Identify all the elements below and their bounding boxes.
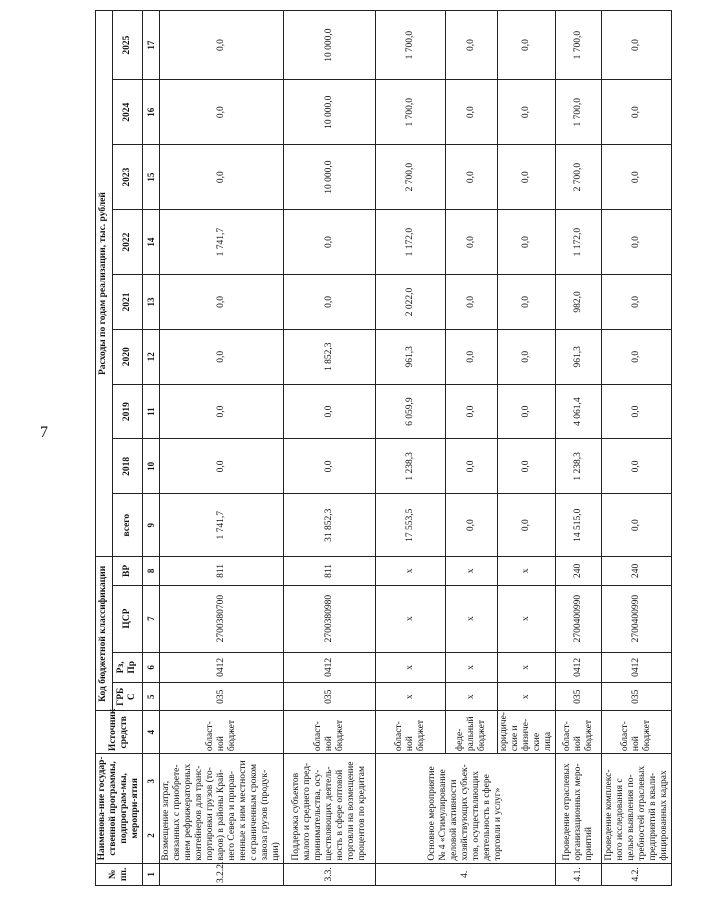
row-year-value: 0,0 <box>498 210 556 275</box>
row-vr: 240 <box>556 557 602 585</box>
col-index: 6 <box>143 652 160 682</box>
row-rzpr: 0412 <box>602 652 672 682</box>
row-year-value: 0,0 <box>446 275 498 330</box>
row-rzpr: х <box>498 652 556 682</box>
table-row <box>602 11 672 886</box>
row-total: 31 852,3 <box>284 494 376 557</box>
row-year-value: 1 238,3 <box>556 439 602 494</box>
col-index: 9 <box>143 494 160 557</box>
column-index-row <box>143 11 160 886</box>
row-source: област-ной бюджет <box>556 711 602 754</box>
row-total: 17 553,5 <box>376 494 446 557</box>
row-year-value: 0,0 <box>160 11 284 80</box>
row-year-value: 0,0 <box>498 275 556 330</box>
row-name: Проведение отраслевых организационных меро-приятий <box>556 754 602 864</box>
row-num: 4. <box>376 863 556 885</box>
row-year-value: 0,0 <box>446 439 498 494</box>
row-year-value: 0,0 <box>446 145 498 210</box>
row-year-value: 1 238,3 <box>376 439 446 494</box>
header-year: 2022 <box>112 210 142 275</box>
row-total: 1 741,7 <box>160 494 284 557</box>
row-source: област-ной бюджет <box>160 711 284 754</box>
row-year-value: 0,0 <box>602 11 672 80</box>
row-grbs: х <box>446 683 498 711</box>
row-csr: х <box>446 585 498 652</box>
row-year-value: 0,0 <box>498 329 556 384</box>
header-vr: ВР <box>112 557 142 585</box>
row-year-value: 2 700,0 <box>376 145 446 210</box>
row-year-value: 0,0 <box>446 80 498 145</box>
row-vr: 811 <box>284 557 376 585</box>
row-year-value: 1 172,0 <box>556 210 602 275</box>
row-year-value: 0,0 <box>602 210 672 275</box>
row-source: област-ной бюджет <box>602 711 672 754</box>
row-year-value: 4 061,4 <box>556 384 602 439</box>
header-year: 2024 <box>112 80 142 145</box>
row-rzpr: 0412 <box>556 652 602 682</box>
col-index: 5 <box>143 683 160 711</box>
page-number: 7 <box>40 424 48 441</box>
col-index: 12 <box>143 329 160 384</box>
col-index: 7 <box>143 585 160 652</box>
row-year-value: 0,0 <box>498 11 556 80</box>
budget-table <box>95 10 672 886</box>
col-index: 3 <box>145 778 156 784</box>
row-grbs: х <box>376 683 446 711</box>
row-year-value: 0,0 <box>284 275 376 330</box>
row-year-value: 0,0 <box>160 275 284 330</box>
row-grbs: 035 <box>284 683 376 711</box>
row-year-value: 10 000,0 <box>284 145 376 210</box>
header-rzpr: Рз, Пр <box>112 652 142 682</box>
row-year-value: 1 852,3 <box>284 329 376 384</box>
col-index: 1 <box>143 863 160 885</box>
col-index: 17 <box>143 11 160 80</box>
table-row <box>160 11 284 886</box>
row-vr: х <box>446 557 498 585</box>
row-year-value: 10 000,0 <box>284 11 376 80</box>
col-index: 16 <box>143 80 160 145</box>
header-year: 2023 <box>112 145 142 210</box>
row-year-value: 1 700,0 <box>376 11 446 80</box>
row-year-value: 1 172,0 <box>376 210 446 275</box>
row-grbs: х <box>498 683 556 711</box>
col-index: 2 <box>145 833 156 838</box>
row-total: 14 515,0 <box>556 494 602 557</box>
row-year-value: 1 741,7 <box>160 210 284 275</box>
header-year: 2021 <box>112 275 142 330</box>
col-index: 14 <box>143 210 160 275</box>
row-year-value: 0,0 <box>602 80 672 145</box>
row-year-value: 2 022,0 <box>376 275 446 330</box>
row-source: област-ной бюджет <box>376 711 446 754</box>
header-num: № пп. <box>96 863 143 885</box>
row-num: 4.1. <box>556 863 602 885</box>
row-rzpr: 0412 <box>284 652 376 682</box>
header-budget-code: Код бюджетной классификации <box>96 557 113 711</box>
row-rzpr: 0412 <box>160 652 284 682</box>
col-index: 11 <box>143 384 160 439</box>
row-csr: х <box>498 585 556 652</box>
row-vr: х <box>376 557 446 585</box>
row-source: юридиче-ские и физиче-ские лица <box>498 711 556 754</box>
table-row <box>556 11 602 886</box>
row-year-value: 982,0 <box>556 275 602 330</box>
header-expenses: Расходы по годам реализации, тыс. рублей <box>96 11 113 557</box>
row-year-value: 1 700,0 <box>556 11 602 80</box>
header-source: Источник средств <box>96 711 143 754</box>
header-grbs: ГРБ С <box>112 683 142 711</box>
row-grbs: 035 <box>160 683 284 711</box>
col-index: 15 <box>143 145 160 210</box>
row-num: 3.3. <box>284 863 376 885</box>
row-year-value: 0,0 <box>160 145 284 210</box>
header-year: 2019 <box>112 384 142 439</box>
col-index: 4 <box>143 711 160 754</box>
row-grbs: 035 <box>556 683 602 711</box>
row-year-value: 0,0 <box>284 210 376 275</box>
row-year-value: 1 700,0 <box>556 80 602 145</box>
row-name: Поддержка субъектов малого и среднего пред-принимательства, осу-ществляющих деятель-ность в сфере оптовой торговли на возмещение процентов по кредитам <box>284 754 376 864</box>
row-year-value: 0,0 <box>498 80 556 145</box>
col-index: 10 <box>143 439 160 494</box>
row-year-value: 0,0 <box>498 439 556 494</box>
header-year: 2025 <box>112 11 142 80</box>
row-year-value: 0,0 <box>602 439 672 494</box>
row-vr: х <box>498 557 556 585</box>
row-total: 0,0 <box>602 494 672 557</box>
row-csr: 2700400990 <box>602 585 672 652</box>
header-total: всего <box>112 494 142 557</box>
row-year-value: 0,0 <box>160 80 284 145</box>
row-num: 3.2.2. <box>160 863 284 885</box>
row-rzpr: х <box>446 652 498 682</box>
row-vr: 811 <box>160 557 284 585</box>
col-index: 8 <box>143 557 160 585</box>
row-year-value: 0,0 <box>160 329 284 384</box>
row-year-value: 0,0 <box>284 384 376 439</box>
row-name: Основное мероприятие № 4 «Стимулирование деловой активности хозяйствующих субъек-тов, осуществляющих деятельность в сфере торговли и услуг» <box>376 754 556 864</box>
row-rzpr: х <box>376 652 446 682</box>
rotated-budget-table <box>95 10 705 886</box>
row-year-value: 961,3 <box>556 329 602 384</box>
row-name: Возмещение затрат, связанных с приобрете-нием рефрижераторных контейнеров для транс-портировки грузов (то-варов) в районы Край-него Севера и прирав-ненные к ним местности с ограниченным сроком завоза грузов (продук-ции) <box>160 754 284 864</box>
col-index <box>143 754 160 864</box>
table-row <box>376 11 446 886</box>
row-num: 4.2. <box>602 863 672 885</box>
row-year-value: 6 059,9 <box>376 384 446 439</box>
row-year-value: 2 700,0 <box>556 145 602 210</box>
header-year: 2018 <box>112 439 142 494</box>
row-year-value: 0,0 <box>160 384 284 439</box>
row-year-value: 0,0 <box>602 145 672 210</box>
row-year-value: 0,0 <box>602 329 672 384</box>
row-year-value: 0,0 <box>446 384 498 439</box>
row-year-value: 961,3 <box>376 329 446 384</box>
row-year-value: 0,0 <box>284 439 376 494</box>
header-name: Наименова-ние государ-ственной программы, подпрограм-мы, меропри-ятия <box>96 754 143 864</box>
col-index: 13 <box>143 275 160 330</box>
row-year-value: 0,0 <box>498 145 556 210</box>
row-year-value: 0,0 <box>160 439 284 494</box>
row-total: 0,0 <box>446 494 498 557</box>
row-csr: 2700400990 <box>556 585 602 652</box>
row-year-value: 0,0 <box>602 384 672 439</box>
row-vr: 240 <box>602 557 672 585</box>
row-total: 0,0 <box>498 494 556 557</box>
row-source: феде-ральный бюджет <box>446 711 498 754</box>
row-year-value: 0,0 <box>446 210 498 275</box>
row-year-value: 0,0 <box>498 384 556 439</box>
row-source: област-ной бюджет <box>284 711 376 754</box>
row-csr: 2700380980 <box>284 585 376 652</box>
row-grbs: 035 <box>602 683 672 711</box>
header-year: 2020 <box>112 329 142 384</box>
table-row <box>284 11 376 886</box>
row-csr: х <box>376 585 446 652</box>
row-year-value: 0,0 <box>446 11 498 80</box>
row-year-value: 10 000,0 <box>284 80 376 145</box>
row-year-value: 0,0 <box>446 329 498 384</box>
row-name: Проведение комплекс-ного исследования с целью выявления по-требностей отраслевых предприятий в квали-фицированных кадрах <box>602 754 672 864</box>
header-csr: ЦСР <box>112 585 142 652</box>
row-year-value: 1 700,0 <box>376 80 446 145</box>
row-csr: 2700380700 <box>160 585 284 652</box>
row-year-value: 0,0 <box>602 275 672 330</box>
